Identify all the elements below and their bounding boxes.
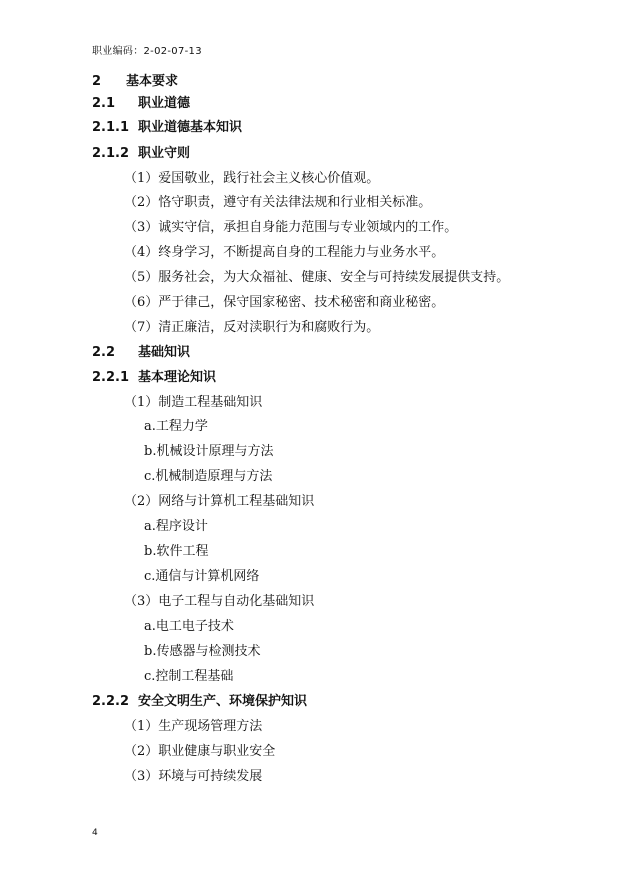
section-number: 2.2.1 xyxy=(92,370,130,385)
list-item: （4）终身学习，不断提高自身的工程能力与业务水平。 xyxy=(124,245,445,260)
section-2-2-heading xyxy=(92,345,190,361)
sub-list-item: a.工程力学 xyxy=(144,419,208,434)
sub-list-item: c.机械制造原理与方法 xyxy=(144,469,273,484)
section-title: 职业道德基本知识 xyxy=(138,120,243,135)
section-2-1-1-heading xyxy=(92,120,242,136)
occupation-code: 职业编码：2-02-07-13 xyxy=(92,46,202,57)
list-item: （6）严于律己，保守国家秘密、技术秘密和商业秘密。 xyxy=(124,295,445,310)
list-item: （1）生产现场管理方法 xyxy=(124,719,263,734)
list-item: （3）诚实守信，承担自身能力范围与专业领域内的工作。 xyxy=(124,220,458,235)
section-title: 基本要求 xyxy=(126,74,179,89)
section-2-2-2-heading xyxy=(92,694,307,710)
list-item: （3）电子工程与自动化基础知识 xyxy=(124,594,315,609)
sub-list-item: a.程序设计 xyxy=(144,519,208,534)
sub-list-item: c.控制工程基础 xyxy=(144,669,234,684)
sub-list-item: b.传感器与检测技术 xyxy=(144,644,261,659)
list-item: （2）恪守职责，遵守有关法律法规和行业相关标准。 xyxy=(124,195,432,210)
sub-list-item: a.电工电子技术 xyxy=(144,619,234,634)
section-2-heading xyxy=(92,74,178,90)
list-item: （3）环境与可持续发展 xyxy=(124,769,263,784)
section-2-2-1-heading xyxy=(92,370,216,386)
section-number: 2.2.2 xyxy=(92,694,130,709)
section-2-1-2-heading xyxy=(92,146,190,162)
page-number: 4 xyxy=(92,828,98,838)
section-number: 2.2 xyxy=(92,345,116,360)
section-title: 职业守则 xyxy=(138,146,191,161)
sub-list-item: b.软件工程 xyxy=(144,544,209,559)
section-title: 基础知识 xyxy=(138,345,191,360)
sub-list-item: c.通信与计算机网络 xyxy=(144,569,260,584)
section-number: 2 xyxy=(92,74,102,89)
list-item: （2）职业健康与职业安全 xyxy=(124,744,276,759)
section-number: 2.1.2 xyxy=(92,146,130,161)
sub-list-item: b.机械设计原理与方法 xyxy=(144,444,274,459)
section-number: 2.1 xyxy=(92,96,116,111)
list-item: （1）爱国敬业，践行社会主义核心价值观。 xyxy=(124,171,380,186)
section-title: 基本理论知识 xyxy=(138,370,217,385)
section-2-1-heading xyxy=(92,96,190,112)
section-title: 安全文明生产、环境保护知识 xyxy=(138,694,308,709)
list-item: （5）服务社会，为大众福祉、健康、安全与可持续发展提供支持。 xyxy=(124,270,510,285)
list-item: （2）网络与计算机工程基础知识 xyxy=(124,494,315,509)
section-title: 职业道德 xyxy=(138,96,191,111)
list-item: （7）清正廉洁，反对渎职行为和腐败行为。 xyxy=(124,320,380,335)
section-number: 2.1.1 xyxy=(92,120,130,135)
list-item: （1）制造工程基础知识 xyxy=(124,395,263,410)
